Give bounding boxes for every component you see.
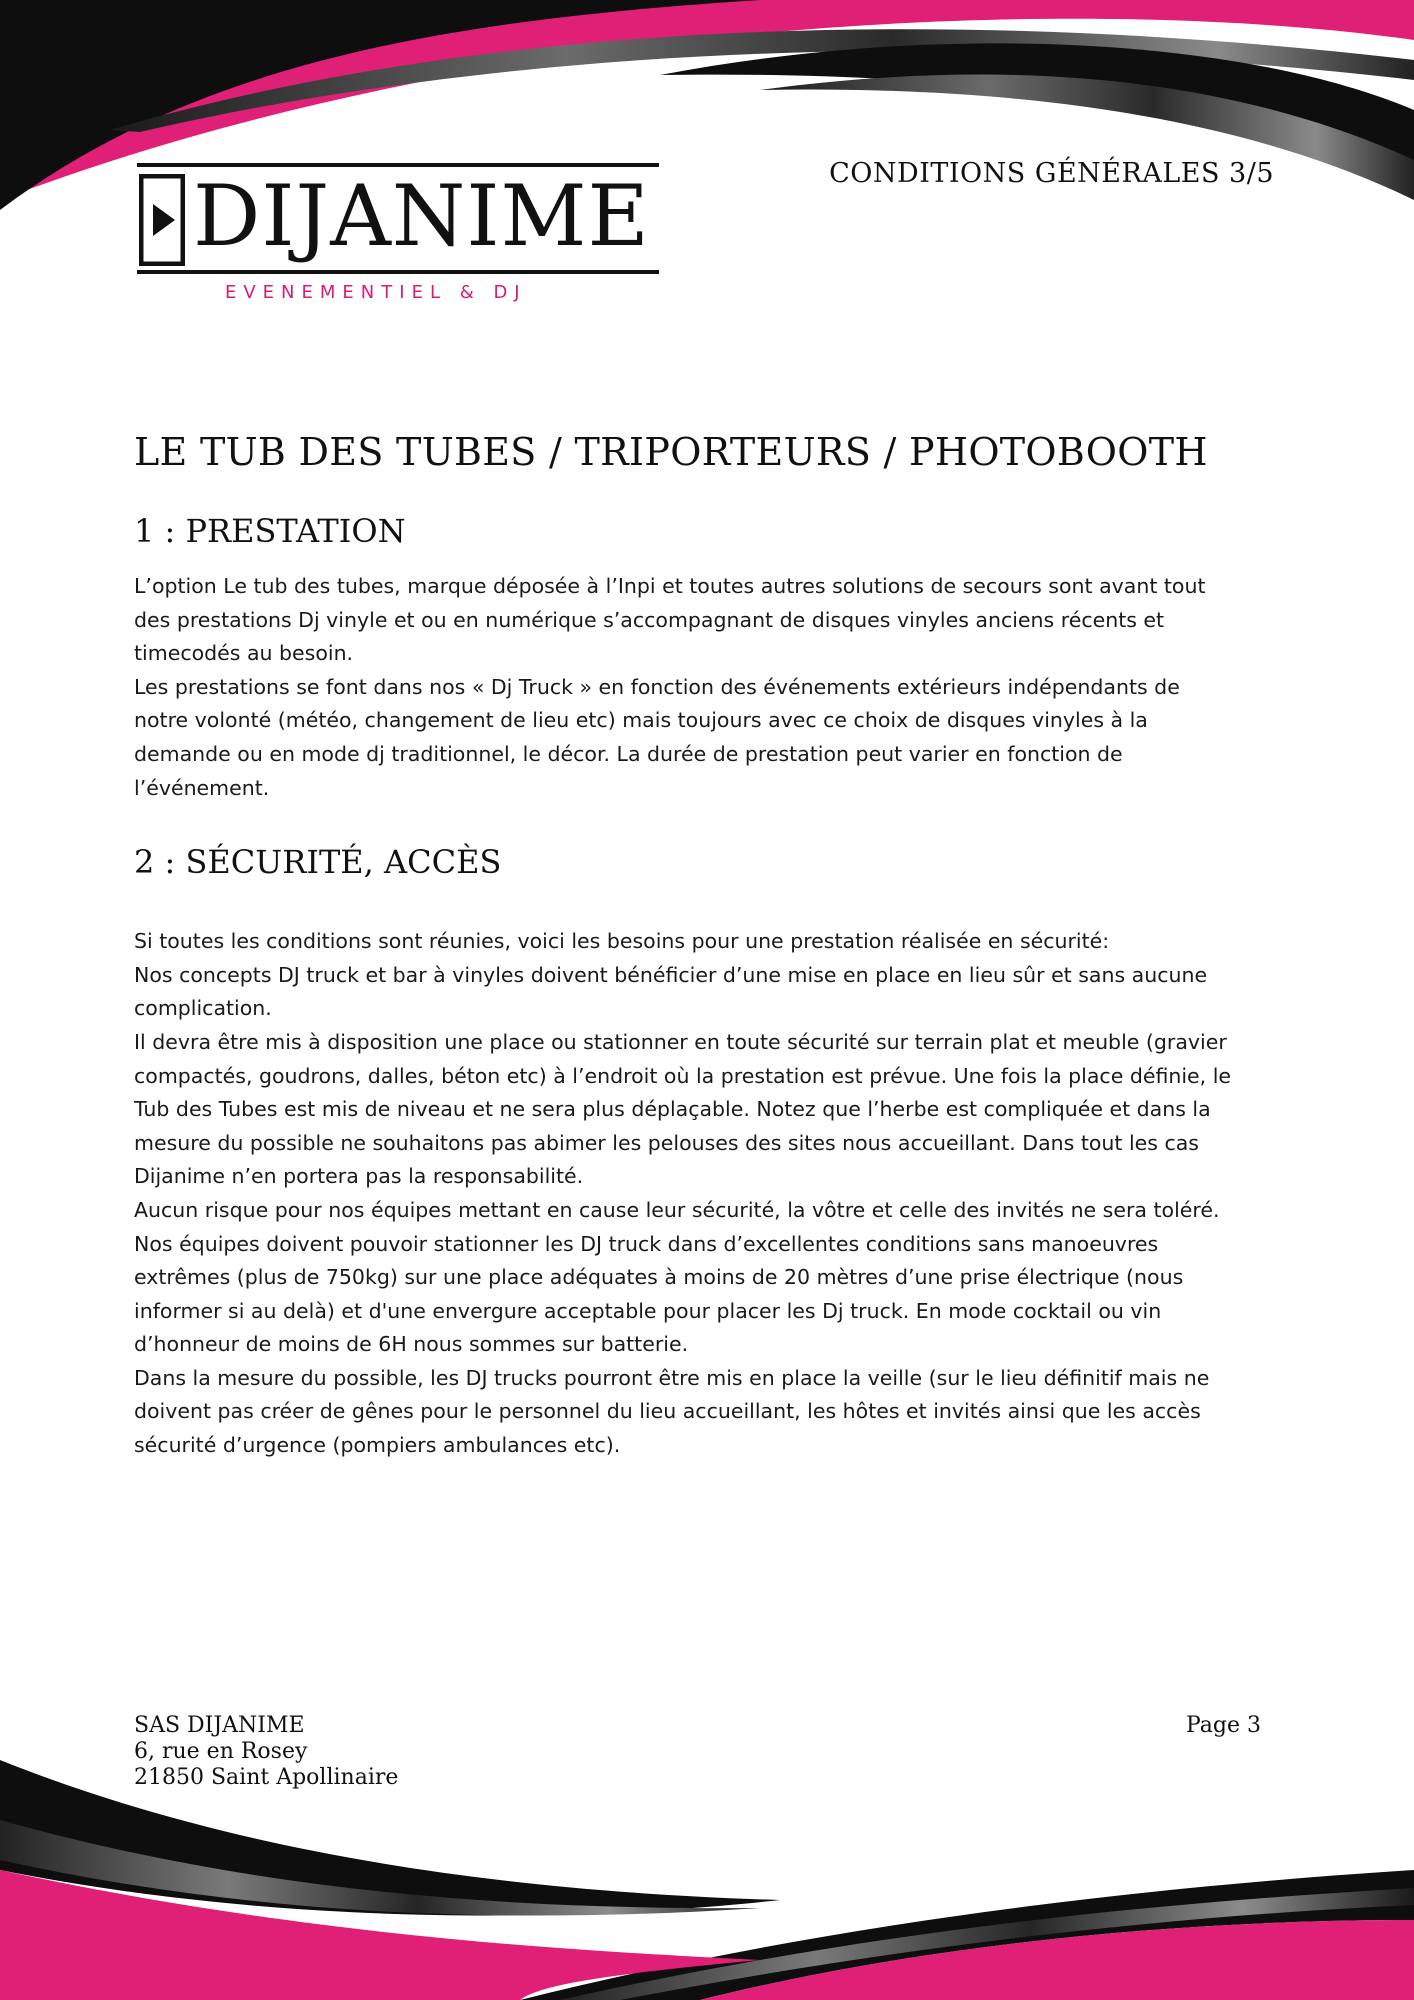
paragraph-line: d’honneur de moins de 6H nous sommes sur batterie. (134, 1332, 689, 1357)
company-name: SAS DIJANIME (134, 1713, 305, 1738)
paragraph-line: sécurité d’urgence (pompiers ambulances etc). (134, 1433, 621, 1458)
paragraph-line: l’événement. (134, 775, 270, 800)
paragraph-line: Tub des Tubes est mis de niveau et ne sera plus déplaçable. Notez que l’herbe est compliquée et dans la (134, 1097, 1211, 1122)
paragraph-line: compactés, goudrons, dalles, béton etc) à l’endroit où la prestation est prévue. Une fois la place définie, le (134, 1063, 1232, 1088)
paragraph-line: Nos équipes doivent pouvoir stationner les DJ truck dans d’excellentes conditions sans manoeuvres (134, 1231, 1159, 1256)
section-prestation (134, 512, 1294, 805)
paragraph-line: Aucun risque pour nos équipes mettant en cause leur sécurité, la vôtre et celle des invités ne sera toléré. (134, 1197, 1220, 1222)
paragraph-line: notre volonté (météo, changement de lieu etc) mais toujours avec ce choix de disques vinyles à la (134, 708, 1148, 733)
logo-tagline: EVENEMENTIEL & DJ (225, 282, 527, 303)
city-address: 21850 Saint Apollinaire (134, 1765, 399, 1790)
paragraph-line: Il devra être mis à disposition une place ou stationner en toute sécurité sur terrain plat et meuble (gravier (134, 1029, 1227, 1054)
section-securite-acces (134, 843, 1294, 1463)
section-heading: 2 : SÉCURITÉ, ACCÈS (134, 843, 502, 882)
play-icon (139, 174, 185, 266)
paragraph-line: doivent pas créer de gênes pour le personnel du lieu accueillant, les hôtes et invités ainsi que les accès (134, 1399, 1201, 1424)
paragraph-line: Les prestations se font dans nos « Dj Truck » en fonction des événements extérieurs indépendants de (134, 674, 1180, 699)
page-title: LE TUB DES TUBES / TRIPORTEURS / PHOTOBOOTH (134, 430, 1208, 474)
paragraph-line: demande ou en mode dj traditionnel, le décor. La durée de prestation peut varier en fonction de (134, 741, 1123, 766)
dijanime-logo (135, 160, 665, 310)
paragraph-line: informer si au delà) et d'une envergure acceptable pour placer les Dj truck. En mode cocktail ou vin (134, 1298, 1162, 1323)
main-content (134, 430, 1294, 1501)
logo-wordmark: DIJANIME (193, 167, 650, 265)
paragraph-line: des prestations Dj vinyle et ou en numérique s’accompagnant de disques vinyles anciens récents et (134, 607, 1165, 632)
paragraph-line: Dijanime n’en portera pas la responsabilité. (134, 1164, 584, 1189)
paragraph-line: Dans la mesure du possible, les DJ trucks pourront être mis en place la veille (sur le lieu définitif mais ne (134, 1365, 1210, 1390)
street-address: 6, rue en Rosey (134, 1739, 308, 1764)
paragraph-line: extrêmes (plus de 750kg) sur une place adéquates à moins de 20 mètres d’une prise électrique (nous (134, 1265, 1184, 1290)
logo-rule-bottom (137, 270, 659, 274)
section-heading: 1 : PRESTATION (134, 512, 406, 550)
paragraph-line: Nos concepts DJ truck et bar à vinyles doivent bénéficier d’une mise en place en lieu sûr et sans aucune (134, 962, 1208, 987)
paragraph-line: L’option Le tub des tubes, marque déposée à l’Inpi et toutes autres solutions de secours sont avant tout (134, 574, 1206, 598)
document-section-label: CONDITIONS GÉNÉRALES 3/5 (829, 158, 1274, 189)
paragraph-line: Si toutes les conditions sont réunies, voici les besoins pour une prestation réalisée en sécurité: (134, 929, 1110, 954)
footer-address (134, 1713, 398, 1791)
page-number: Page 3 (1185, 1713, 1261, 1738)
paragraph-line: mesure du possible ne souhaitons pas abimer les pelouses des sites nous accueillant. Dans tout les cas (134, 1130, 1199, 1155)
paragraph-line: complication. (134, 996, 272, 1021)
paragraph-line: timecodés au besoin. (134, 641, 354, 666)
